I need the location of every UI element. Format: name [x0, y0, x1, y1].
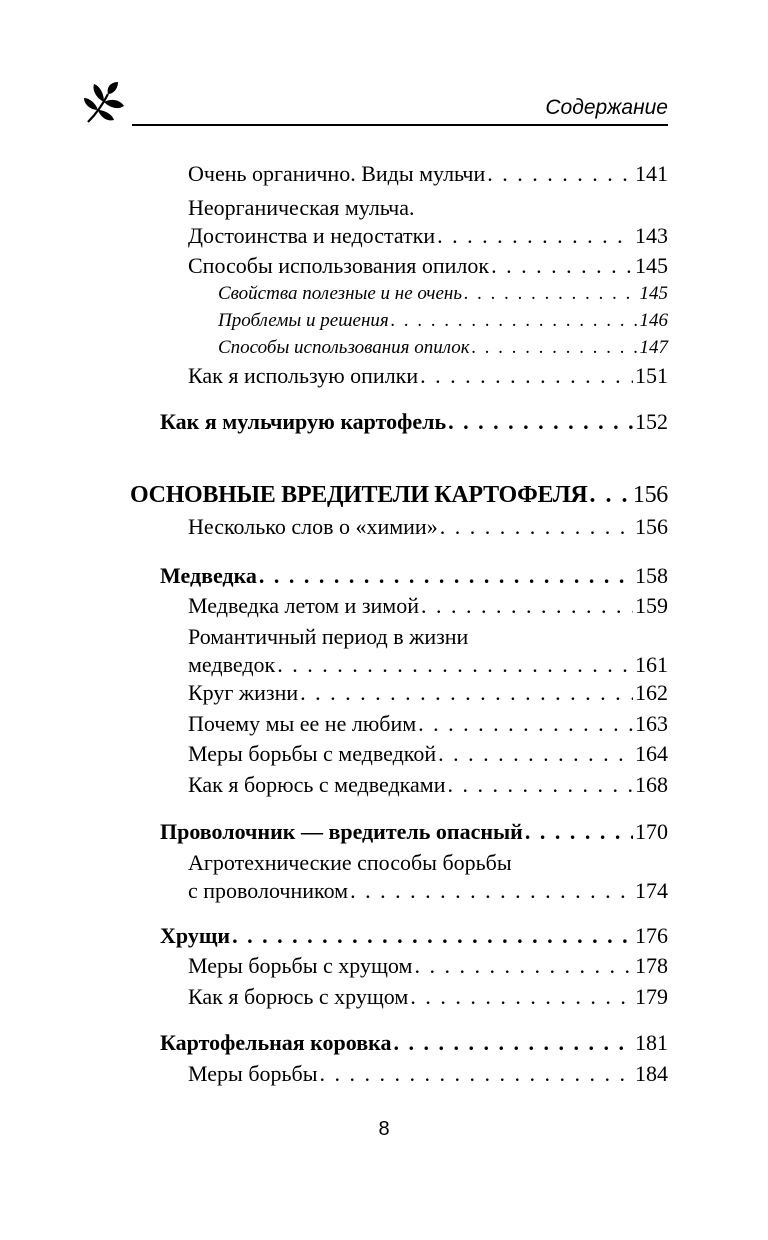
- toc-title: Проволочник — вредитель опасный: [160, 819, 523, 844]
- toc-page: 176: [635, 923, 668, 948]
- toc-entry: [188, 849, 668, 905]
- toc-title: Меры борьбы: [188, 1061, 318, 1086]
- toc-entry: [188, 592, 668, 620]
- toc-entry: [188, 771, 668, 799]
- toc-page: 156: [635, 514, 668, 539]
- toc-title: Картофельная коровка: [160, 1030, 392, 1055]
- toc-title: Меры борьбы с медведкой: [188, 741, 437, 766]
- dot-leader: [259, 562, 633, 590]
- toc-page: 145: [635, 253, 668, 278]
- dot-leader: [437, 222, 633, 250]
- dot-leader: [350, 877, 633, 905]
- toc-page: 168: [635, 772, 668, 797]
- toc-entry: [160, 562, 668, 590]
- toc-page: 143: [635, 223, 668, 248]
- toc-entry: [188, 983, 668, 1011]
- toc-entry: [188, 513, 668, 541]
- toc-page: 146: [639, 310, 668, 331]
- toc-title: Меры борьбы с хрущом: [188, 953, 413, 978]
- toc-title: Проблемы и решения: [218, 310, 389, 331]
- toc-title-line: Романтичный период в жизни: [188, 624, 469, 649]
- toc-title: ОСНОВНЫЕ ВРЕДИТЕЛИ КАРТОФЕЛЯ: [130, 482, 588, 508]
- toc-entry: [188, 952, 668, 980]
- toc-entry: [130, 481, 668, 509]
- toc-title: Почему мы ее не любим: [188, 711, 417, 736]
- page-number: 8: [378, 1118, 390, 1140]
- toc-title: с проволочником: [188, 878, 349, 903]
- toc-page: 159: [635, 593, 668, 618]
- toc-entry: [188, 160, 668, 188]
- dot-leader: [472, 334, 638, 362]
- toc-entry: [188, 194, 668, 250]
- dot-leader: [440, 513, 633, 541]
- toc-title: Медведка летом и зимой: [188, 593, 419, 618]
- toc-page: 163: [635, 711, 668, 736]
- dot-leader: [420, 362, 633, 390]
- toc-title-line: Неорганическая мульча.: [188, 195, 415, 220]
- toc-entry: [160, 1029, 668, 1057]
- dot-leader: [447, 771, 633, 799]
- toc-entry: [188, 623, 668, 679]
- toc-title: Очень органично. Виды мульчи: [188, 161, 486, 186]
- toc-entry: [188, 679, 668, 707]
- toc-title-line: Агротехнические способы борьбы: [188, 850, 512, 875]
- dot-leader: [438, 740, 633, 768]
- dot-leader: [320, 1060, 633, 1088]
- toc-entry: [218, 307, 668, 335]
- toc-page: 178: [635, 953, 668, 978]
- dot-leader: [491, 252, 633, 280]
- dot-leader: [448, 408, 633, 436]
- toc-page: 179: [635, 984, 668, 1009]
- toc-page: 162: [635, 680, 668, 705]
- running-header: Содержание: [545, 96, 668, 119]
- toc-page: 174: [635, 878, 668, 903]
- dot-leader: [464, 280, 638, 308]
- toc-title: Как я использую опилки: [188, 363, 419, 388]
- toc-entry: [188, 1060, 668, 1088]
- toc-title: Как я борюсь с хрущом: [188, 984, 409, 1009]
- toc-page: 147: [639, 337, 668, 358]
- dot-leader: [421, 592, 633, 620]
- toc-page: 170: [635, 819, 668, 844]
- toc-title: медведок: [188, 652, 276, 677]
- toc-title: Хрущи: [160, 923, 231, 948]
- toc-entry: [188, 740, 668, 768]
- toc-page: 141: [635, 161, 668, 186]
- toc-entry: [218, 280, 668, 308]
- toc-page: 184: [635, 1061, 668, 1086]
- toc-title: Как я мульчирую картофель: [160, 409, 447, 434]
- dot-leader: [410, 983, 633, 1011]
- dot-leader: [277, 651, 633, 679]
- dot-leader: [300, 679, 633, 707]
- toc-page: 161: [635, 652, 668, 677]
- toc-title: Способы использования опилок: [188, 253, 490, 278]
- dot-leader: [414, 952, 633, 980]
- toc-entry: [160, 818, 668, 846]
- toc-title: Как я борюсь с медведками: [188, 772, 446, 797]
- toc-title: Круг жизни: [188, 680, 299, 705]
- toc-title: Способы использования опилок: [218, 337, 470, 358]
- dot-leader: [391, 307, 638, 335]
- toc-entry: [188, 710, 668, 738]
- dot-leader: [589, 481, 630, 509]
- toc-title: Свойства полезные и не очень: [218, 283, 462, 304]
- toc-entry: [160, 408, 668, 436]
- toc-page: 158: [635, 563, 668, 588]
- toc-entry: [188, 252, 668, 280]
- toc-page: 151: [635, 363, 668, 388]
- toc-page: 164: [635, 741, 668, 766]
- toc-page: 152: [635, 409, 668, 434]
- dot-leader: [525, 818, 633, 846]
- toc-title: Несколько слов о «химии»: [188, 514, 438, 539]
- toc-title: Медведка: [160, 563, 257, 588]
- toc-page: 156: [632, 482, 668, 508]
- toc-page: 181: [635, 1030, 668, 1055]
- toc-title: Достоинства и недостатки: [188, 223, 436, 248]
- toc-entry: [188, 362, 668, 390]
- toc-entry: [218, 334, 668, 362]
- toc-entry: [160, 922, 668, 950]
- dot-leader: [393, 1029, 633, 1057]
- dot-leader: [232, 922, 633, 950]
- dot-leader: [487, 160, 633, 188]
- dot-leader: [418, 710, 633, 738]
- toc-page: 145: [639, 283, 668, 304]
